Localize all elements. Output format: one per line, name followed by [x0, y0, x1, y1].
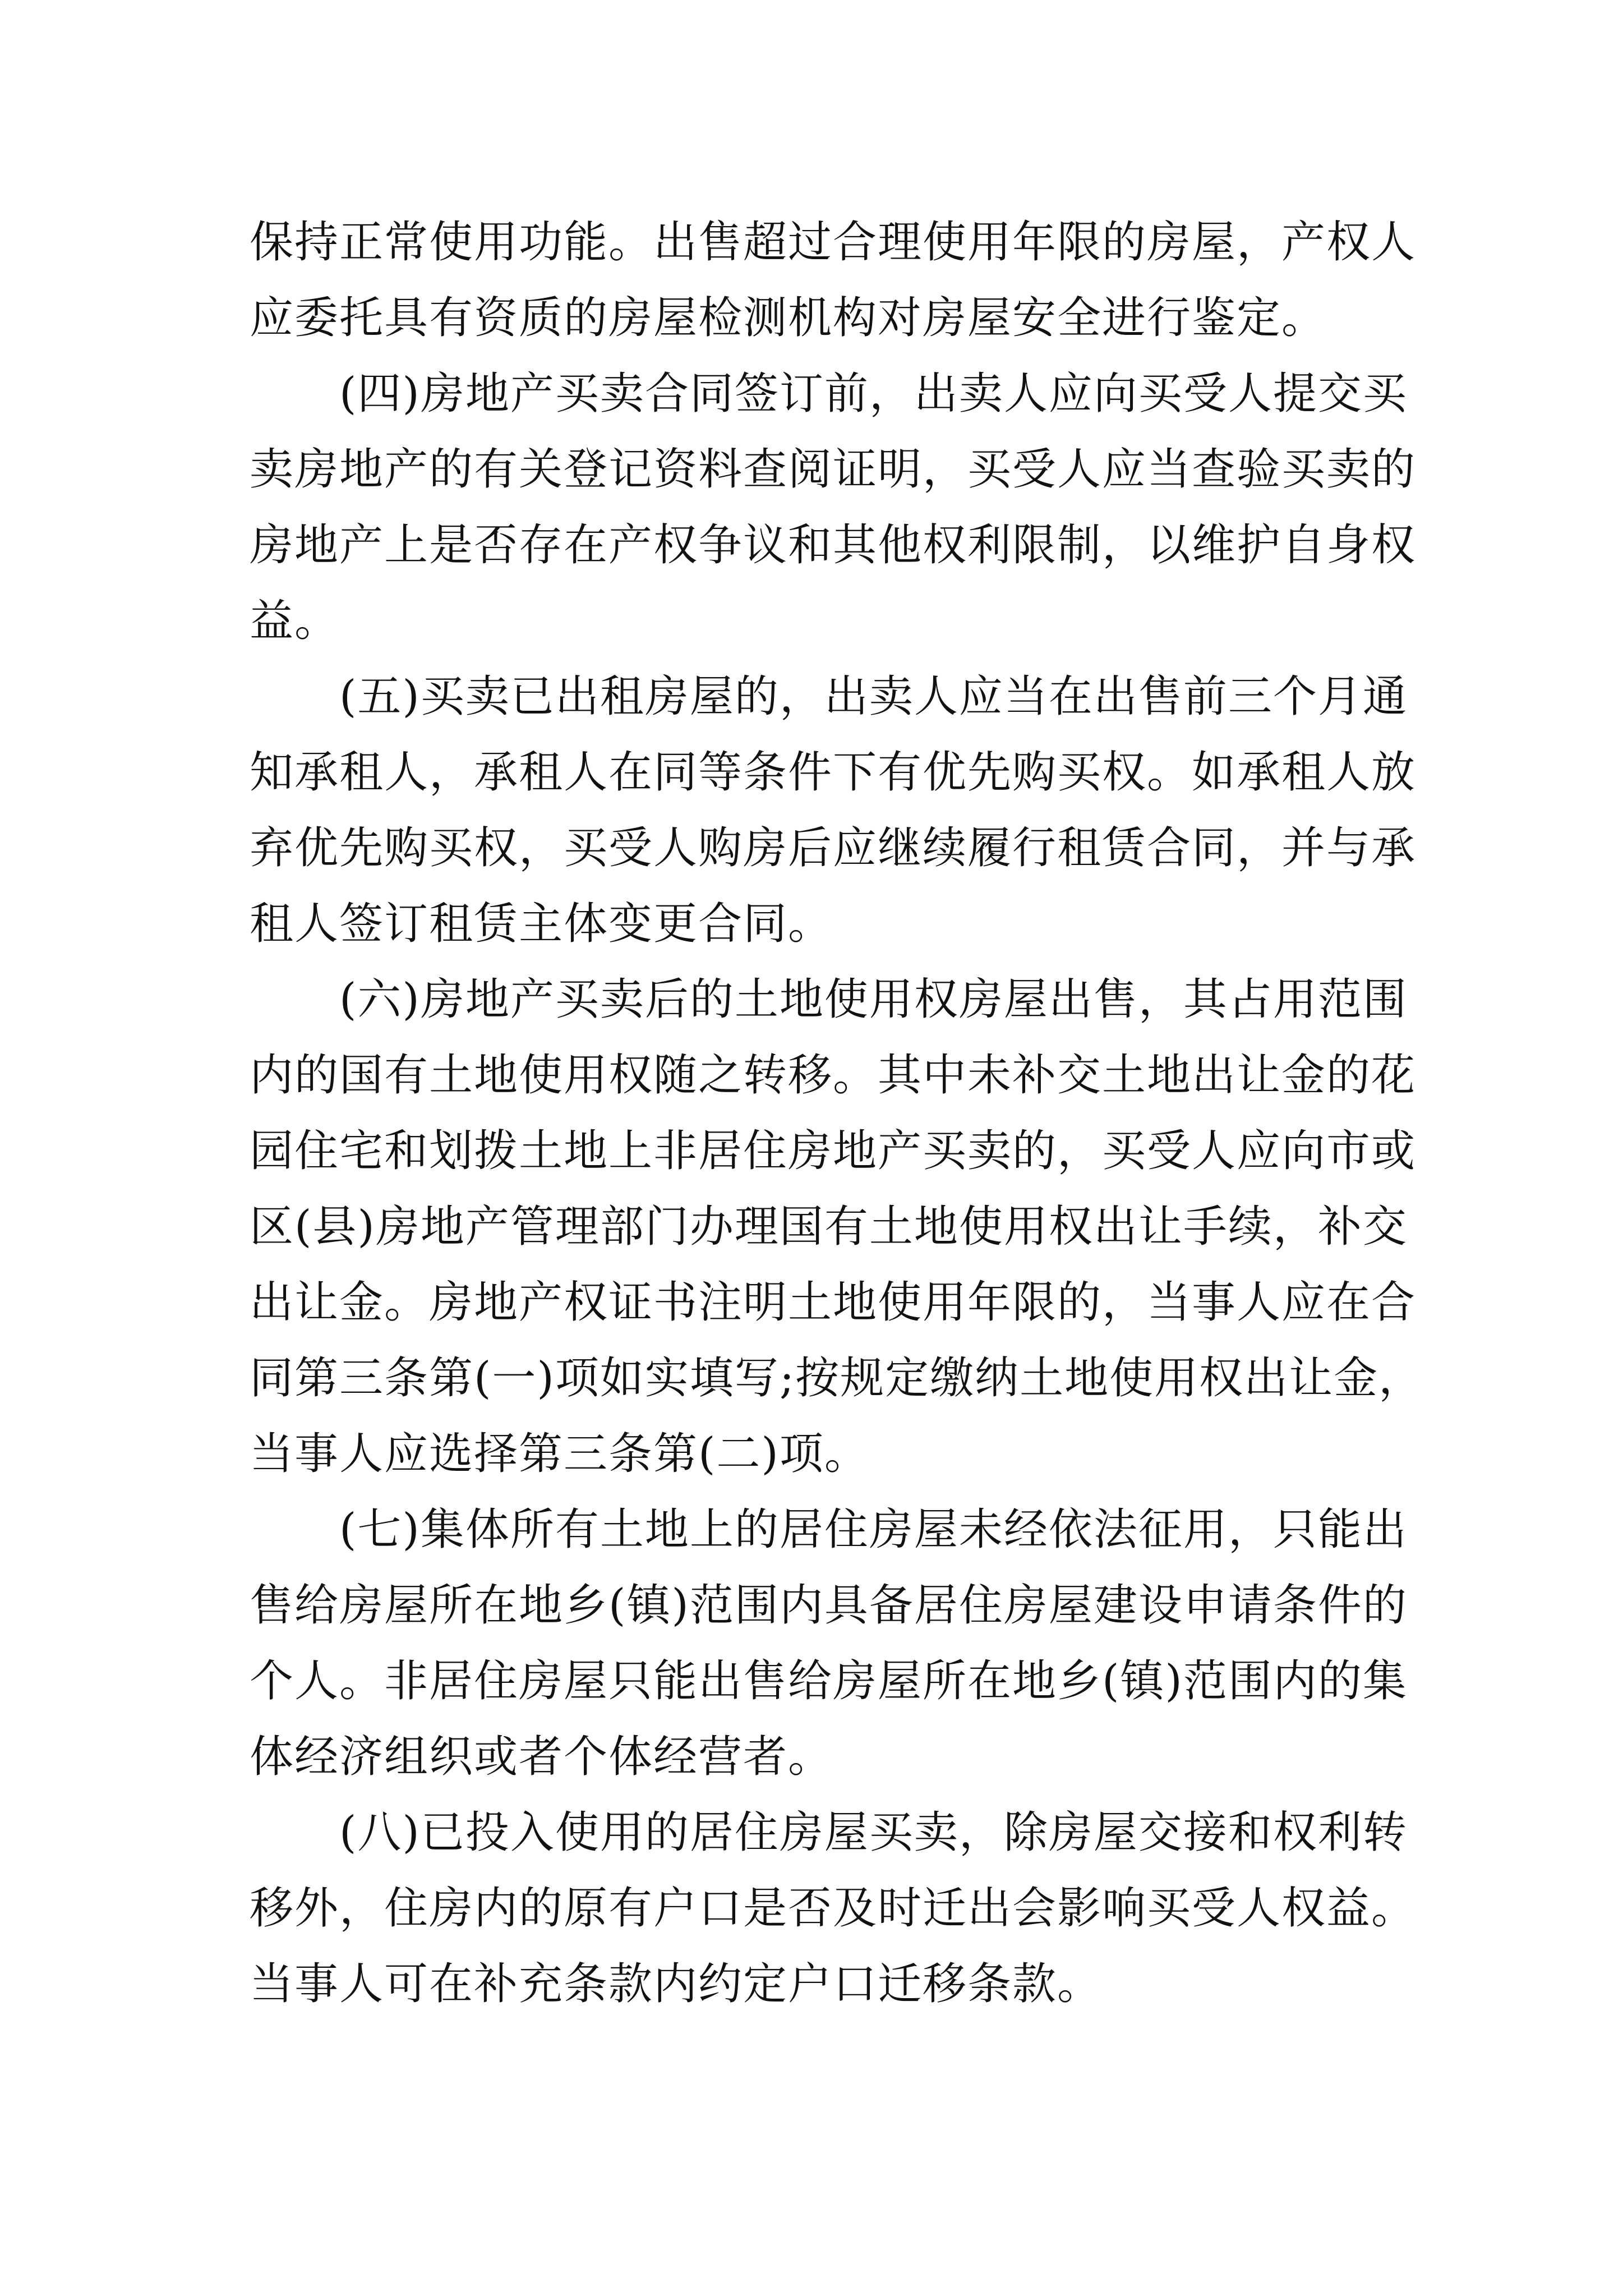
paragraph-item-5 [250, 659, 1417, 962]
text-line: (六)房地产买卖后的土地使用权房屋出售，其占用范围 [339, 974, 1408, 1025]
text-line: 出让金。房地产权证书注明土地使用年限的，当事人应在合 [250, 1277, 1417, 1328]
paragraph-item-4 [250, 356, 1417, 659]
text-line: 租人签订租赁主体变更合同。 [250, 899, 833, 949]
text-line: 房地产上是否存在产权争议和其他权利限制，以维护自身权 [250, 520, 1417, 570]
text-line: 保持正常使用功能。出售超过合理使用年限的房屋，产权人 [250, 217, 1417, 268]
text-line: 弃优先购买权，买受人购房后应继续履行租赁合同，并与承 [250, 823, 1417, 873]
text-line: (四)房地产买卖合同签订前，出卖人应向买受人提交买 [339, 369, 1408, 419]
text-line: (七)集体所有土地上的居住房屋未经依法征用，只能出 [339, 1504, 1408, 1555]
text-line: 移外，住房内的原有户口是否及时迁出会影响买受人权益。 [250, 1883, 1417, 1934]
text-line: 内的国有土地使用权随之转移。其中未补交土地出让金的花 [250, 1050, 1417, 1101]
paragraph-item-6 [250, 962, 1424, 1492]
text-line: 益。 [250, 596, 340, 646]
text-line: 园住宅和划拨土地上非居住房地产买卖的，买受人应向市或 [250, 1126, 1417, 1176]
paragraph-item-7 [250, 1492, 1408, 1795]
text-line: 当事人应选择第三条第(二)项。 [250, 1429, 869, 1479]
text-line: 体经济组织或者个体经营者。 [250, 1732, 833, 1782]
text-line: 同第三条第(一)项如实填写;按规定缴纳土地使用权出让金， [250, 1353, 1424, 1404]
text-line: 个人。非居住房屋只能出售给房屋所在地乡(镇)范围内的集 [250, 1656, 1408, 1706]
text-line: 应委托具有资质的房屋检测机构对房屋安全进行鉴定。 [250, 293, 1327, 343]
text-line: 知承租人，承租人在同等条件下有优先购买权。如承租人放 [250, 747, 1417, 798]
text-line: 卖房地产的有关登记资料查阅证明，买受人应当查验买卖的 [250, 444, 1417, 495]
text-line: 当事人可在补充条款内约定户口迁移条款。 [250, 1959, 1103, 2009]
text-line: 区(县)房地产管理部门办理国有土地使用权出让手续，补交 [250, 1202, 1408, 1252]
text-line: (八)已投入使用的居住房屋买卖，除房屋交接和权利转 [339, 1807, 1408, 1858]
text-line: (五)买卖已出租房屋的，出卖人应当在出售前三个月通 [339, 671, 1408, 722]
text-line: 售给房屋所在地乡(镇)范围内具备居住房屋建设申请条件的 [250, 1580, 1408, 1631]
paragraph-continued [250, 205, 1417, 356]
body-text [250, 205, 1424, 2022]
paragraph-item-8 [250, 1795, 1417, 2022]
